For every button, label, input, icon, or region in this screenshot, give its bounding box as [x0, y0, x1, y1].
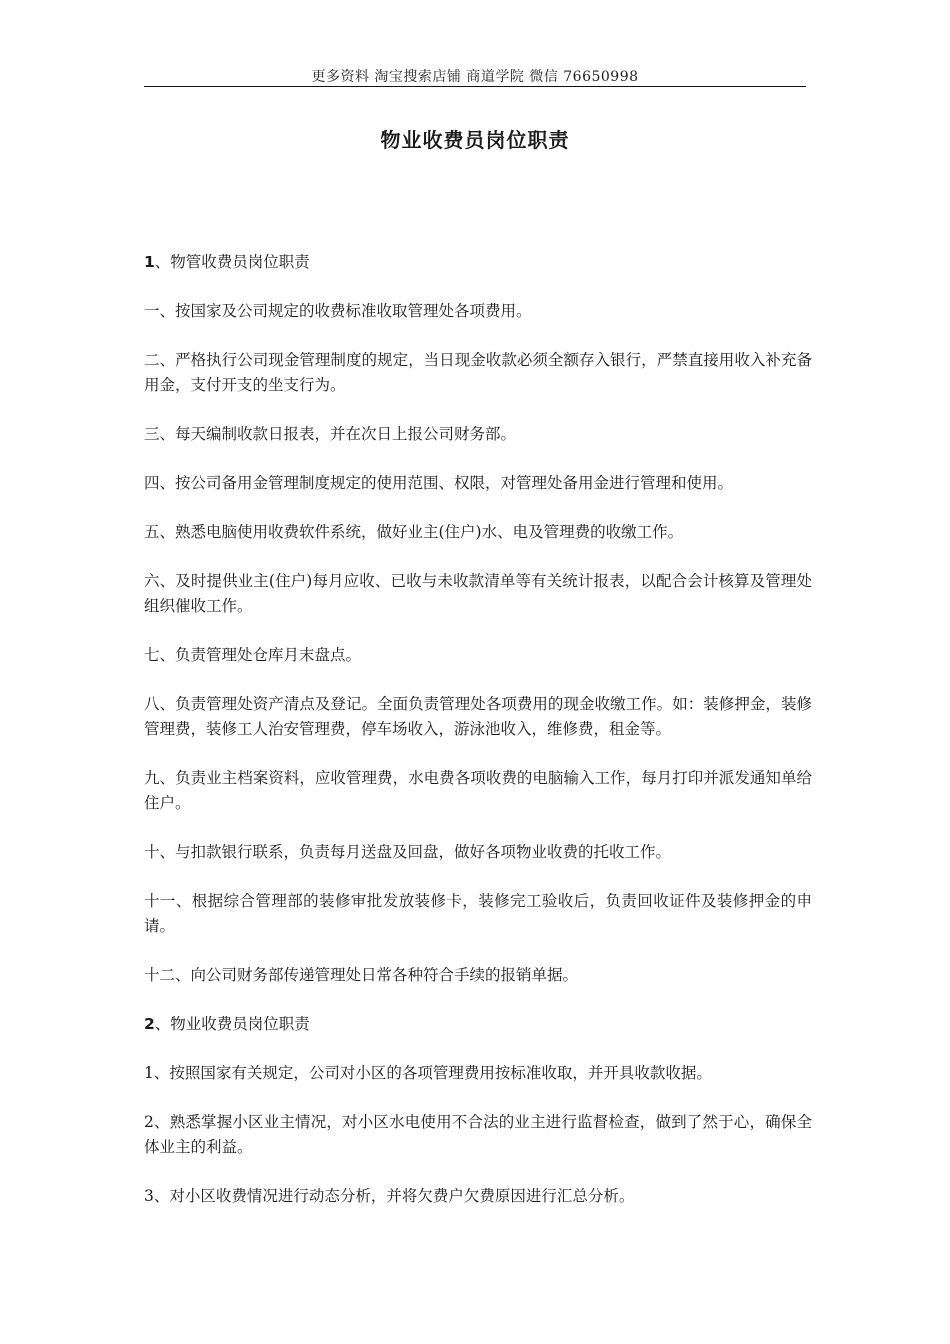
- document-body: [144, 250, 812, 1233]
- section-1-item: 十二、向公司财务部传递管理处日常各种符合手续的报销单据。: [144, 966, 579, 984]
- page-header: 更多资料 淘宝搜索店铺 商道学院 微信 76650998: [311, 69, 639, 85]
- section-1-item: 八、负责管理处资产清点及登记。全面负责管理处各项费用的现金收缴工作。如：装修押金，装修管理费，装修工人治安管理费，停车场收入，游泳池收入，维修费，租金等。: [144, 695, 812, 738]
- section-1-number: 1: [144, 253, 155, 271]
- section-2-heading-text: 、物业收费员岗位职责: [154, 1015, 310, 1033]
- section-1-item: 一、按国家及公司规定的收费标准收取管理处各项费用。: [144, 302, 532, 320]
- section-1-item: 十一、根据综合管理部的装修审批发放装修卡，装修完工验收后，负责回收证件及装修押金的申请。: [144, 892, 812, 935]
- section-1-item: 四、按公司备用金管理制度规定的使用范围、权限，对管理处备用金进行管理和使用。: [144, 474, 734, 492]
- document-title: 物业收费员岗位职责: [380, 128, 570, 152]
- section-1-item: 十、与扣款银行联系，负责每月送盘及回盘，做好各项物业收费的托收工作。: [144, 843, 672, 861]
- section-1-heading-text: 、物管收费员岗位职责: [154, 253, 310, 271]
- header-divider: [144, 86, 806, 87]
- section-1-item: 三、每天编制收款日报表，并在次日上报公司财务部。: [144, 425, 517, 443]
- section-1-item: 五、熟悉电脑使用收费软件系统，做好业主(住户)水、电及管理费的收缴工作。: [144, 523, 684, 541]
- section-1-heading: [144, 250, 812, 275]
- section-2-item: 2、熟悉掌握小区业主情况，对小区水电使用不合法的业主进行监督检查，做到了然于心，确保全体业主的利益。: [144, 1113, 812, 1156]
- section-1-item: 六、及时提供业主(住户)每月应收、已收与未收款清单等有关统计报表，以配合会计核算及管理处组织催收工作。: [144, 572, 812, 615]
- section-1-item: 七、负责管理处仓库月末盘点。: [144, 646, 362, 664]
- section-2-item: 3、对小区收费情况进行动态分析，并将欠费户欠费原因进行汇总分析。: [144, 1187, 635, 1205]
- section-2-item: 1、按照国家有关规定，公司对小区的各项管理费用按标准收取，并开具收款收据。: [144, 1064, 712, 1082]
- section-1-item: 九、负责业主档案资料，应收管理费，水电费各项收费的电脑输入工作，每月打印并派发通知单给住户。: [144, 769, 812, 812]
- section-2-heading: [144, 1012, 812, 1037]
- section-2-number: 2: [144, 1015, 155, 1033]
- section-1-item: 二、严格执行公司现金管理制度的规定，当日现金收款必须全额存入银行，严禁直接用收入补充备用金，支付开支的坐支行为。: [144, 351, 812, 394]
